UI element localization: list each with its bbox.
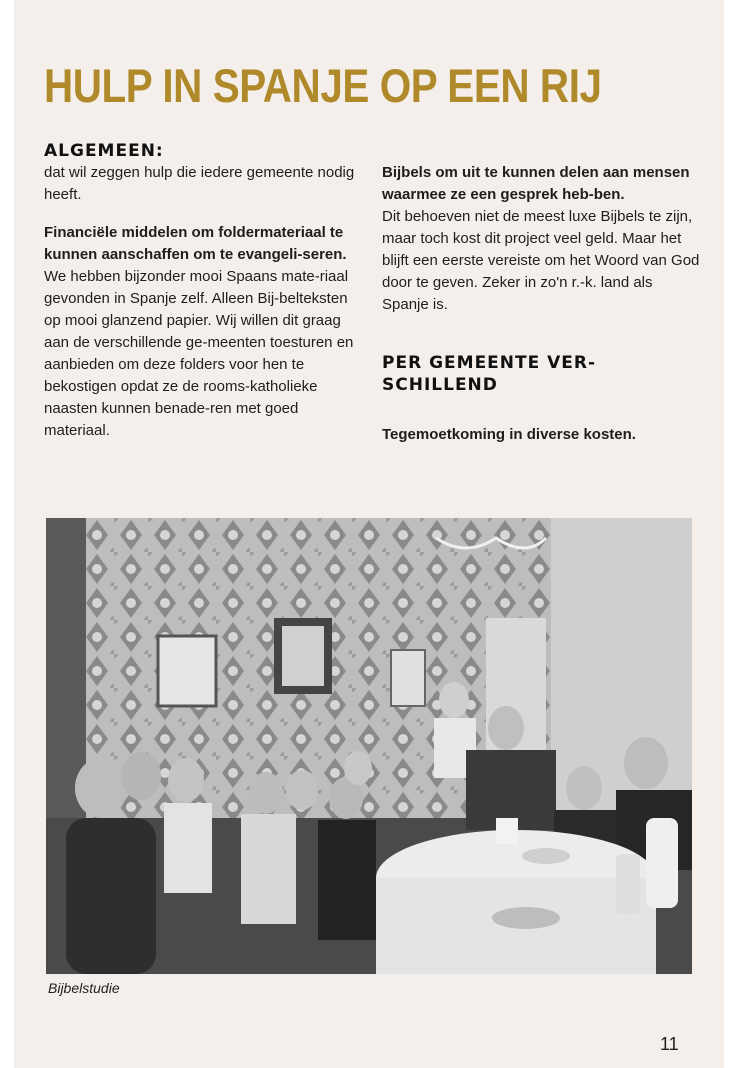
page-number: 11: [660, 1034, 679, 1054]
magazine-page: [14, 0, 724, 1068]
intro-text: dat wil zeggen hulp die iedere gemeente nodig heeft.: [44, 164, 355, 203]
left-column: [44, 140, 359, 442]
page-title: HULP IN SPANJE OP EEN RIJ: [44, 59, 602, 112]
photo-caption: Bijbelstudie: [48, 980, 120, 996]
body-bijbels: Dit behoeven niet de meest luxe Bijbels te zijn, maar toch kost dit project veel geld. Maar het blijft een eerste vereiste om het Woord van God door te geven. Zeker in zo'n r.-k. land als Spanje is.: [382, 208, 700, 313]
bible-study-photo: [46, 518, 692, 974]
heading-algemeen: ALGEMEEN:: [44, 141, 164, 161]
photo-illustration: [46, 518, 692, 974]
subhead-bijbels: Bijbels om uit te kunnen delen aan mensen waarmee ze een gesprek heb-ben.: [382, 164, 690, 203]
subhead-financiele-middelen: Financiële middelen om foldermateriaal te kunnen aanschaffen om te evangeli-seren.: [44, 224, 347, 263]
body-financiele-middelen: We hebben bijzonder mooi Spaans mate-riaal gevonden in Spanje zelf. Alleen Bij-belteksten op mooi glanzend papier. Wij willen dit graag aan de verschillende ge-meenten toesturen en aanbieden om deze folders voor hen te bekostigen opdat ze de rooms-katholieke naasten kunnen benade-ren met goed materiaal.: [44, 268, 354, 439]
right-column: [382, 162, 700, 446]
subhead-tegemoetkoming: Tegemoetkoming in diverse kosten.: [382, 426, 636, 443]
heading-per-gemeente: PER GEMEENTE VER-SCHILLEND: [382, 353, 597, 395]
